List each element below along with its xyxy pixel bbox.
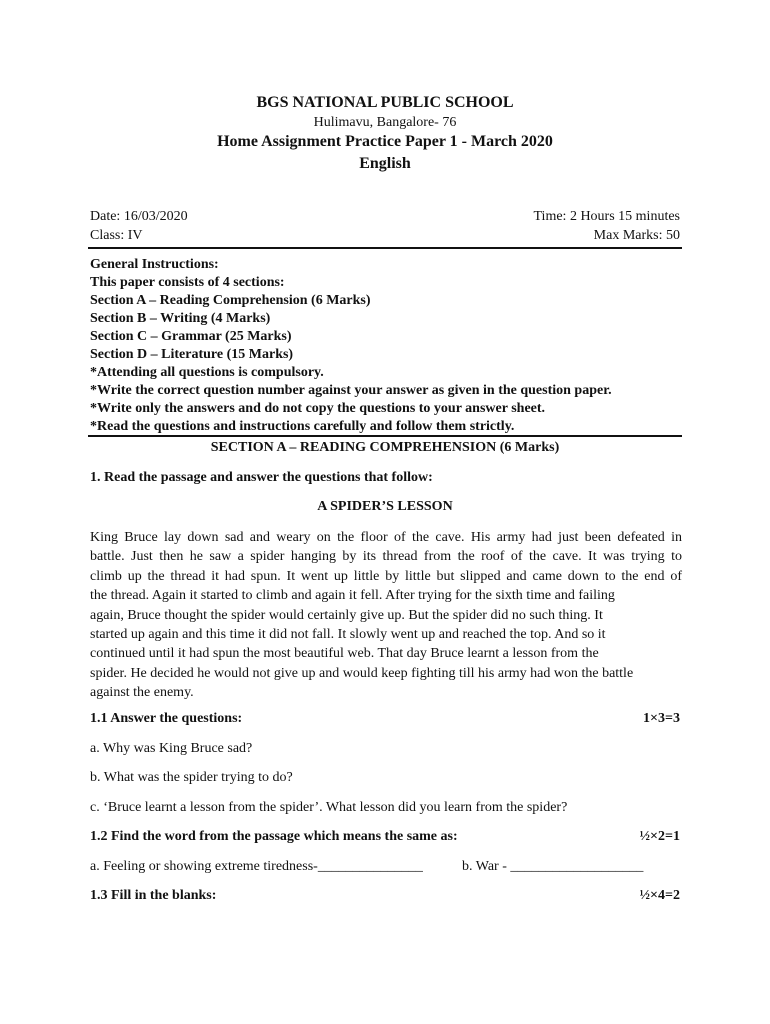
question-1-1-a: a. Why was King Bruce sad? bbox=[90, 741, 253, 756]
school-name: BGS NATIONAL PUBLIC SCHOOL bbox=[256, 94, 514, 111]
question-1-3: 1.3 Fill in the blanks: bbox=[90, 888, 217, 903]
reading-passage bbox=[90, 528, 682, 703]
passage-line: again, Bruce thought the spider would certainly give up. But the spider did no such thing. It bbox=[90, 607, 603, 623]
max-marks: Max Marks: 50 bbox=[593, 228, 680, 243]
instruction-line: *Attending all questions is compulsory. bbox=[90, 365, 324, 380]
divider-top bbox=[88, 247, 682, 249]
passage-line: King Bruce lay down sad and weary on the floor of the cave. His army had just been defeated in bbox=[90, 530, 682, 545]
paper-title: Home Assignment Practice Paper 1 - March 2020 bbox=[217, 133, 553, 150]
question-1-2-a: a. Feeling or showing extreme tiredness-_______________ bbox=[90, 859, 423, 874]
question-1-3-marks: ½×4=2 bbox=[639, 888, 680, 903]
passage-line: spider. He decided he would not give up and would keep fighting till his army had won the battle bbox=[90, 665, 634, 681]
question-1-2: 1.2 Find the word from the passage which means the same as: bbox=[90, 829, 458, 844]
instruction-line: *Write the correct question number against your answer as given in the question paper. bbox=[90, 383, 612, 398]
instruction-line: *Write only the answers and do not copy the questions to your answer sheet. bbox=[90, 401, 546, 416]
passage-line: continued until it had spun the most beautiful web. That day Bruce learnt a lesson from the bbox=[90, 646, 599, 662]
question-1-1-marks: 1×3=3 bbox=[643, 711, 680, 726]
question-1-2-marks: ½×2=1 bbox=[639, 829, 680, 844]
instruction-line: Section D – Literature (15 Marks) bbox=[90, 347, 294, 362]
question-1-1-b: b. What was the spider trying to do? bbox=[90, 770, 293, 785]
divider-section bbox=[88, 435, 682, 437]
passage-line: battle. Just then he saw a spider hanging by its thread from the roof of the cave. It was trying to bbox=[90, 549, 682, 565]
passage-line: climb up the thread it had spun. It went up little by little but slipped and came down to the end of bbox=[90, 568, 682, 584]
story-title: A SPIDER’S LESSON bbox=[317, 499, 453, 514]
instruction-line: Section C – Grammar (25 Marks) bbox=[90, 329, 292, 344]
passage-line: against the enemy. bbox=[90, 685, 194, 701]
question-1-1-c: c. ‘Bruce learnt a lesson from the spider’. What lesson did you learn from the spider? bbox=[90, 800, 568, 815]
question-1-1: 1.1 Answer the questions: bbox=[90, 711, 243, 726]
question-1-2-b: b. War - ___________________ bbox=[462, 859, 644, 874]
passage-line: the thread. Again it started to climb and again it fell. After trying for the sixth time and failing bbox=[90, 588, 615, 604]
exam-duration: Time: 2 Hours 15 minutes bbox=[533, 209, 680, 224]
question-1: 1. Read the passage and answer the questions that follow: bbox=[90, 470, 433, 485]
school-address: Hulimavu, Bangalore- 76 bbox=[313, 115, 457, 130]
instruction-line: Section B – Writing (4 Marks) bbox=[90, 311, 271, 326]
instruction-line: *Read the questions and instructions carefully and follow them strictly. bbox=[90, 419, 515, 434]
passage-line: started up again and this time it did not fall. It slowly went up and reached the top. And so it bbox=[90, 627, 606, 643]
instruction-line: General Instructions: bbox=[90, 257, 219, 272]
instruction-line: This paper consists of 4 sections: bbox=[90, 275, 285, 290]
section-a-heading: SECTION A – READING COMPREHENSION (6 Marks) bbox=[210, 440, 560, 455]
instruction-line: Section A – Reading Comprehension (6 Marks) bbox=[90, 293, 371, 308]
exam-date: Date: 16/03/2020 bbox=[90, 209, 188, 224]
class-label: Class: IV bbox=[90, 228, 143, 243]
subject-title: English bbox=[359, 155, 411, 172]
